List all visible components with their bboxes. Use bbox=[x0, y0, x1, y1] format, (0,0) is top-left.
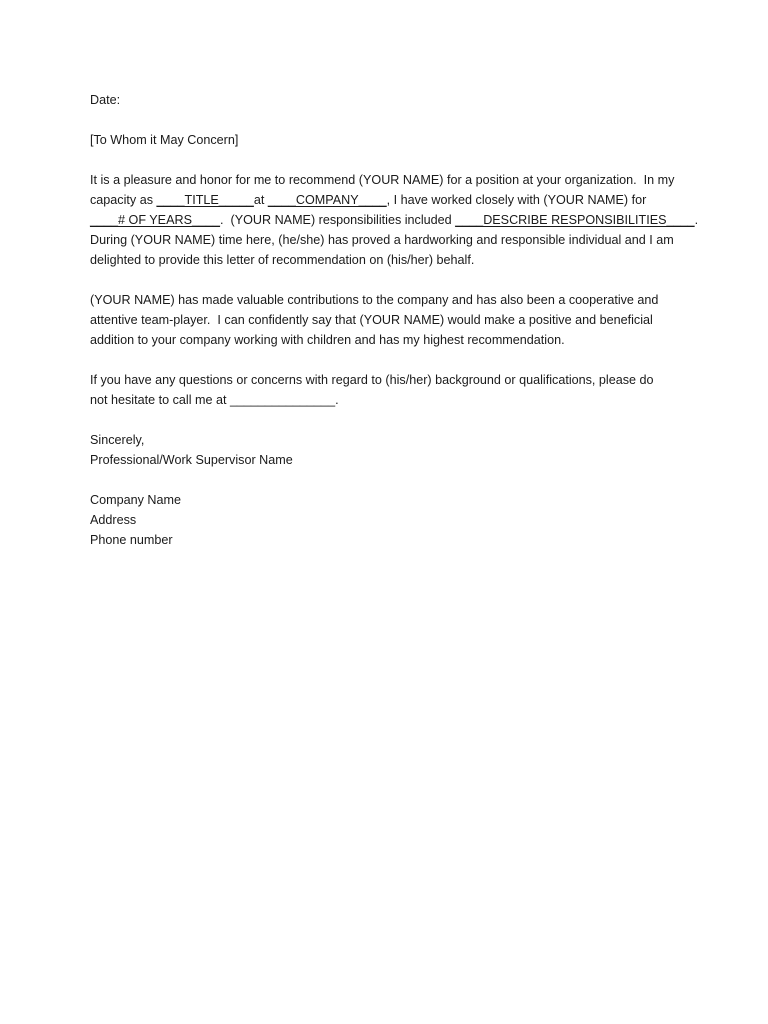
company-name: Company Name bbox=[90, 493, 181, 507]
paragraph-line: (YOUR NAME) has made valuable contributions to the company and has also been a cooperative and bbox=[90, 293, 659, 307]
paragraph-line bbox=[90, 190, 690, 210]
paragraph-line: If you have any questions or concerns with regard to (his/her) background or qualifications, please do bbox=[90, 373, 654, 387]
paragraph-intro bbox=[90, 170, 699, 270]
text-fragment: . bbox=[694, 213, 699, 227]
text-fragment: . (YOUR NAME) responsibilities included bbox=[220, 213, 456, 227]
phone-number: Phone number bbox=[90, 533, 173, 547]
paragraph-line: not hesitate to call me at _______________. bbox=[90, 393, 339, 407]
paragraph-line: During (YOUR NAME) time here, (he/she) has proved a hardworking and responsible individual and I am bbox=[90, 233, 674, 247]
paragraph-line: delighted to provide this letter of recommendation on (his/her) behalf. bbox=[90, 253, 475, 267]
responsibilities-field: ____DESCRIBE RESPONSIBILITIES____ bbox=[455, 213, 695, 227]
paragraph-line bbox=[90, 210, 699, 230]
signer-name: Professional/Work Supervisor Name bbox=[90, 453, 293, 467]
paragraph-line: addition to your company working with children and has my highest recommendation. bbox=[90, 333, 565, 347]
paragraph-line: It is a pleasure and honor for me to recommend (YOUR NAME) for a position at your organization. In my bbox=[90, 173, 675, 187]
date-label: Date: bbox=[90, 93, 121, 107]
closing: Sincerely, bbox=[90, 433, 145, 447]
paragraph-contact bbox=[90, 370, 690, 410]
years-field: ____# OF YEARS____ bbox=[90, 213, 220, 227]
title-field: ____TITLE_____ bbox=[156, 193, 254, 207]
salutation: [To Whom it May Concern] bbox=[90, 133, 239, 147]
paragraph-contributions bbox=[90, 290, 690, 350]
address: Address bbox=[90, 513, 137, 527]
paragraph-line: attentive team-player. I can confidently say that (YOUR NAME) would make a positive and beneficial bbox=[90, 313, 653, 327]
text-fragment: at bbox=[253, 193, 268, 207]
letter-page bbox=[90, 90, 699, 550]
text-fragment: capacity as bbox=[90, 193, 157, 207]
text-fragment: , I have worked closely with (YOUR NAME) for bbox=[386, 193, 647, 207]
company-field: ____COMPANY____ bbox=[267, 193, 387, 207]
